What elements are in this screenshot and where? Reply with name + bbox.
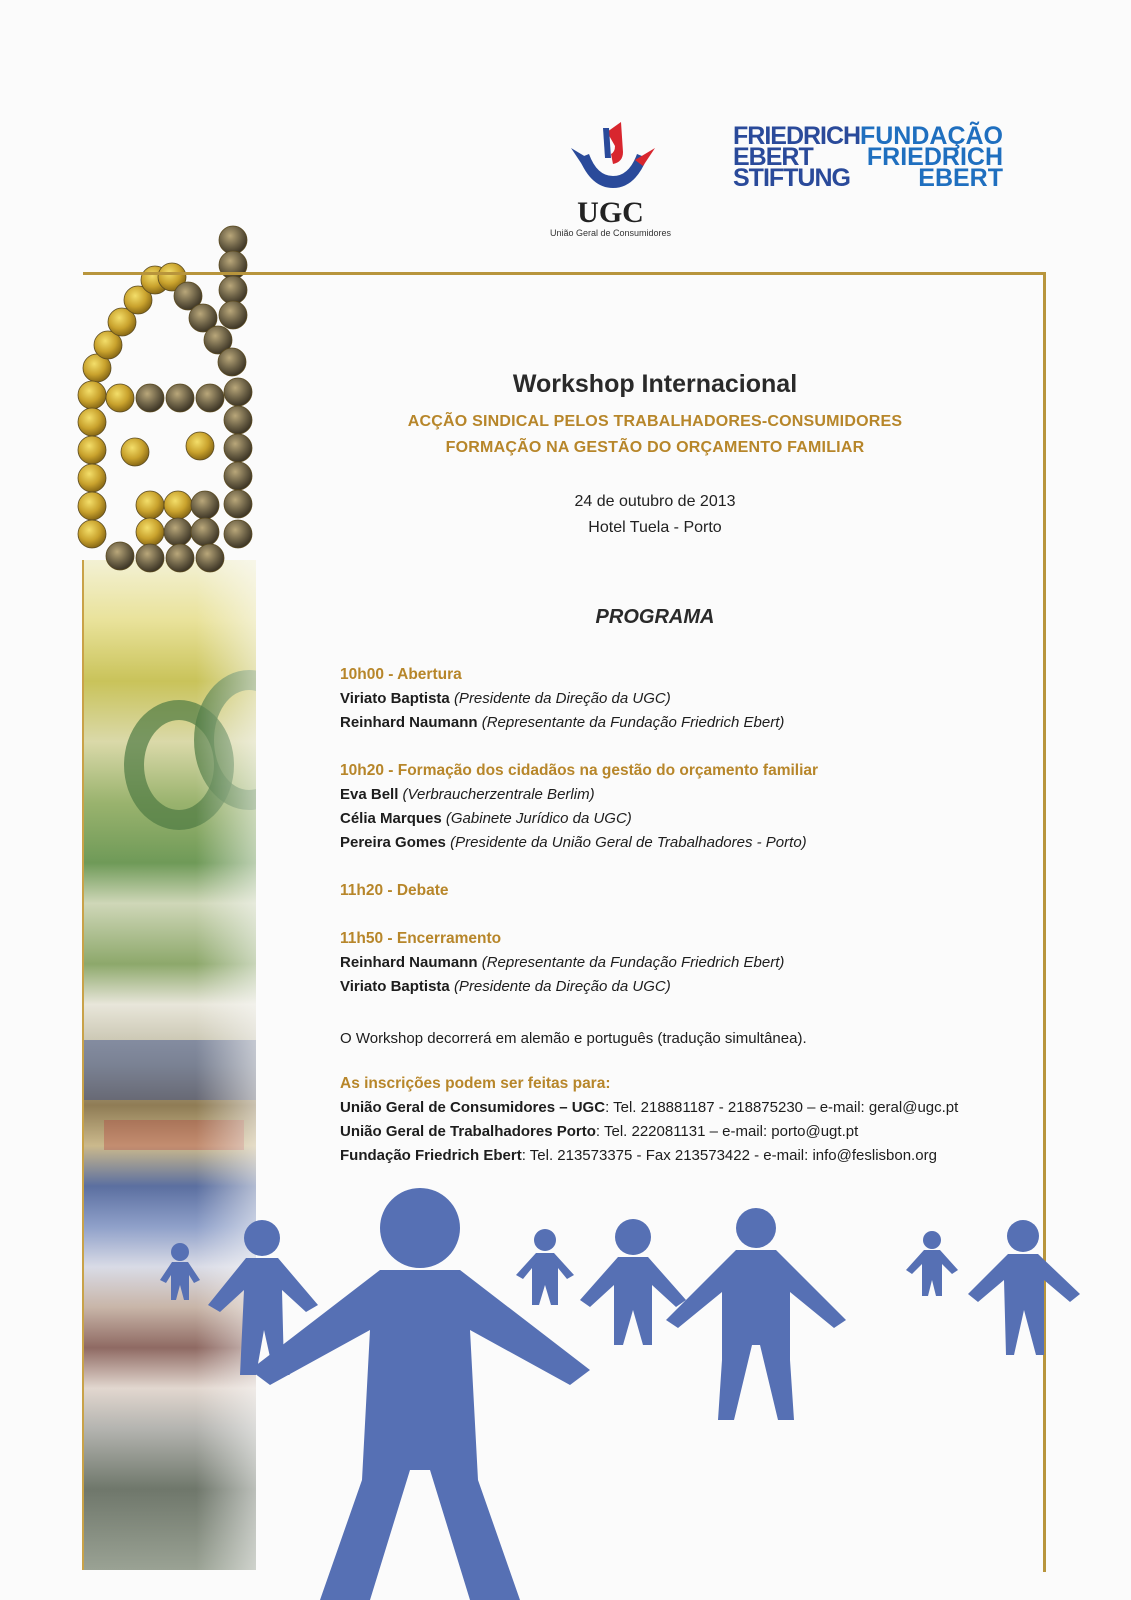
coin bbox=[219, 276, 247, 304]
money-photo-collage bbox=[84, 560, 256, 1570]
coin bbox=[136, 384, 164, 412]
programa-heading: PROGRAMA bbox=[595, 606, 715, 628]
person-figure-small-right bbox=[906, 1231, 958, 1296]
coin bbox=[136, 518, 164, 546]
session-3-head: 11h20 - Debate bbox=[340, 882, 449, 899]
session-4-speaker-2: Viriato Baptista (Presidente da Direção da UGC) bbox=[340, 978, 671, 995]
fes-pt-line-1: FUNDAÇÃO bbox=[859, 122, 1003, 150]
contact-ugc: União Geral de Consumidores – UGC: Tel. 218881187 - 218875230 – e-mail: geral@ugc.pt bbox=[340, 1099, 959, 1116]
session-2-speaker-2: Célia Marques (Gabinete Jurídico da UGC) bbox=[340, 810, 632, 827]
coin bbox=[204, 326, 232, 354]
coin bbox=[174, 282, 202, 310]
fes-de-line-3: STIFTUNG bbox=[733, 164, 850, 192]
person-figure-large-right bbox=[666, 1208, 846, 1420]
contact-ugt-porto: União Geral de Trabalhadores Porto: Tel. 222081131 – e-mail: porto@ugt.pt bbox=[340, 1123, 859, 1140]
coin bbox=[218, 348, 246, 376]
fes-de-line-2: EBERT bbox=[733, 143, 813, 171]
coin-house-illustration bbox=[0, 0, 300, 600]
coin bbox=[164, 491, 192, 519]
frame-right-border bbox=[1043, 272, 1046, 1572]
coin bbox=[108, 308, 136, 336]
coin bbox=[189, 304, 217, 332]
coin bbox=[78, 492, 106, 520]
coin bbox=[164, 518, 192, 546]
ugc-emblem-icon bbox=[551, 118, 676, 198]
person-figure-large bbox=[250, 1188, 590, 1600]
session-1-speaker-1: Viriato Baptista (Presidente da Direção da UGC) bbox=[340, 690, 671, 707]
coin bbox=[124, 286, 152, 314]
fes-german-name bbox=[733, 122, 861, 192]
coin bbox=[166, 384, 194, 412]
coin bbox=[219, 301, 247, 329]
session-2-speaker-1: Eva Bell (Verbraucherzentrale Berlim) bbox=[340, 786, 595, 803]
session-1-speaker-2: Reinhard Naumann (Representante da Fundação Friedrich Ebert) bbox=[340, 714, 785, 731]
fes-logo bbox=[733, 122, 1003, 196]
fes-de-line-1: FRIEDRICH bbox=[733, 122, 861, 150]
language-note: O Workshop decorrerá em alemão e português (tradução simultânea). bbox=[340, 1030, 807, 1047]
coin bbox=[136, 491, 164, 519]
coin bbox=[196, 384, 224, 412]
registration-head: As inscrições podem ser feitas para: bbox=[340, 1075, 611, 1092]
ugc-logo bbox=[548, 118, 678, 248]
coin bbox=[121, 438, 149, 466]
coin bbox=[224, 520, 252, 548]
fes-pt-line-3: EBERT bbox=[918, 164, 1003, 192]
event-venue: Hotel Tuela - Porto bbox=[588, 519, 722, 536]
frame-top-border bbox=[83, 272, 1045, 275]
coin bbox=[78, 520, 106, 548]
session-2-speaker-3: Pereira Gomes (Presidente da União Geral de Trabalhadores - Porto) bbox=[340, 834, 807, 851]
ugc-name: UGC bbox=[577, 196, 644, 229]
session-2-head: 10h20 - Formação dos cidadãos na gestão do orçamento familiar bbox=[340, 762, 819, 779]
coin bbox=[78, 408, 106, 436]
person-figure-medium-center bbox=[580, 1219, 686, 1345]
coin bbox=[191, 491, 219, 519]
workshop-title: Workshop Internacional bbox=[512, 370, 798, 398]
session-4-head: 11h50 - Encerramento bbox=[340, 930, 502, 947]
coin bbox=[83, 354, 111, 382]
frame-left-border bbox=[82, 560, 84, 1570]
person-figure-small-center bbox=[516, 1229, 574, 1305]
coin bbox=[78, 381, 106, 409]
session-1-head: 10h00 - Abertura bbox=[340, 666, 462, 683]
coin bbox=[78, 436, 106, 464]
coin bbox=[186, 432, 214, 460]
coin bbox=[224, 490, 252, 518]
workshop-subtitle-1: ACÇÃO SINDICAL PELOS TRABALHADORES-CONSUMIDORES bbox=[407, 413, 903, 430]
coin bbox=[141, 266, 169, 294]
contact-fes: Fundação Friedrich Ebert: Tel. 213573375 - Fax 213573422 - e-mail: info@feslisbon.org bbox=[340, 1147, 937, 1164]
coin bbox=[106, 384, 134, 412]
coin bbox=[191, 518, 219, 546]
coin bbox=[224, 462, 252, 490]
coin bbox=[224, 378, 252, 406]
coin bbox=[224, 406, 252, 434]
coin bbox=[219, 226, 247, 254]
coin bbox=[94, 331, 122, 359]
event-date: 24 de outubro de 2013 bbox=[574, 493, 736, 510]
workshop-subtitle-2: FORMAÇÃO NA GESTÃO DO ORÇAMENTO FAMILIAR bbox=[445, 439, 865, 456]
session-4-speaker-1: Reinhard Naumann (Representante da Fundação Friedrich Ebert) bbox=[340, 954, 785, 971]
coin bbox=[224, 434, 252, 462]
coin bbox=[78, 464, 106, 492]
fes-pt-line-2: FRIEDRICH bbox=[866, 143, 1003, 171]
ugc-subtitle: União Geral de Consumidores bbox=[549, 228, 672, 238]
coin bbox=[158, 263, 186, 291]
person-figure-right-edge bbox=[968, 1220, 1080, 1355]
fes-portuguese-name bbox=[859, 122, 1003, 192]
